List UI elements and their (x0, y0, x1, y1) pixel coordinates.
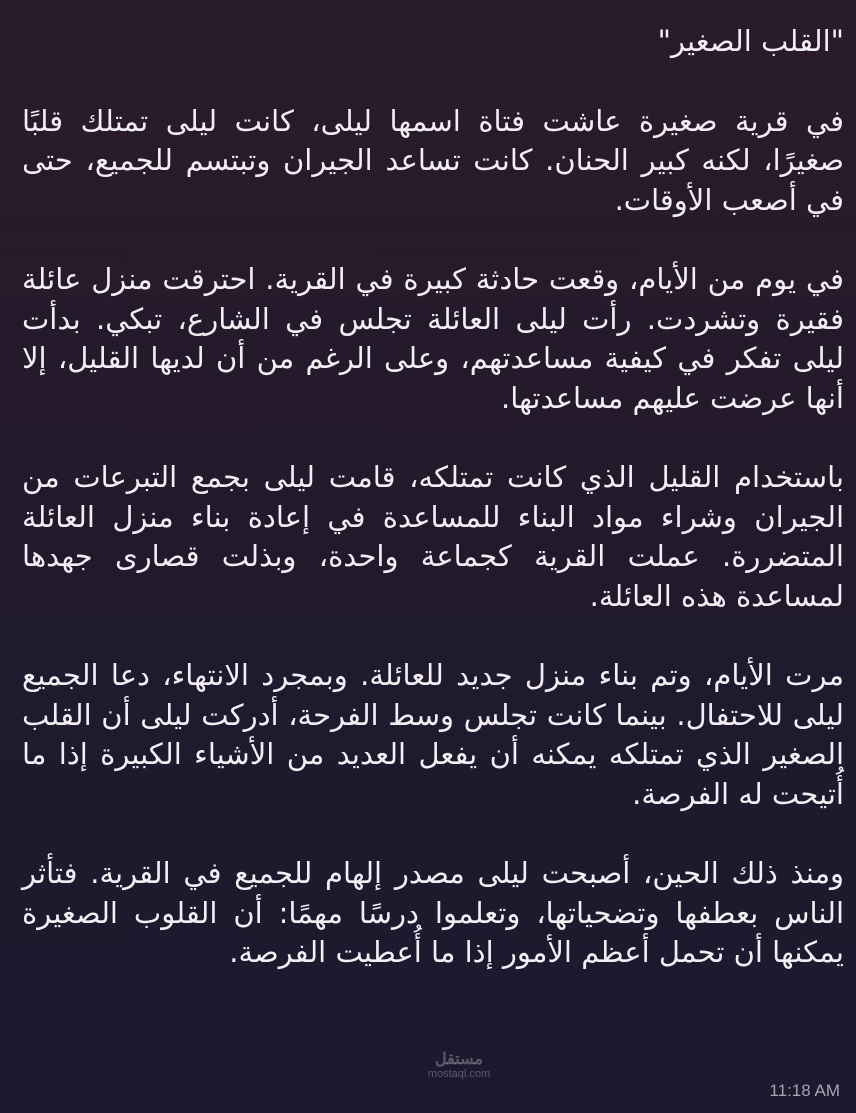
message-timestamp: 11:18 AM (769, 1081, 840, 1100)
message-paragraph-3: باستخدام القليل الذي كانت تمتلكه، قامت ليلى بجمع التبرعات من الجيران وشراء مواد البناء للمساعدة في إعادة بناء منزل العائلة المتضررة. عملت القرية كجماعة واحدة، وبذلت قصارى جهدها لمساعدة هذه العائلة. (22, 460, 844, 613)
watermark-text: mostaql.com (427, 1068, 491, 1080)
message-paragraph-4: مرت الأيام، وتم بناء منزل جديد للعائلة. وبمجرد الانتهاء، دعا الجميع ليلى للاحتفال. بينما كانت تجلس وسط الفرحة، أدركت ليلى أن القلب الصغير الذي تمتلكه يمكنه أن يفعل العديد من الأشياء الكبيرة إذا ما أُتيحت له الفرصة. (22, 658, 844, 811)
message-text (22, 22, 844, 973)
message-paragraph-5: ومنذ ذلك الحين، أصبحت ليلى مصدر إلهام للجميع في القرية. فتأثر الناس بعطفها وتضحياتها، وتعلموا درسًا مهمًا: أن القلوب الصغيرة يمكنها أن تحمل أعظم الأمور إذا ما أُعطيت الفرصة. (22, 856, 844, 969)
message-paragraph-2: في يوم من الأيام، وقعت حادثة كبيرة في القرية. احترقت منزل عائلة فقيرة وتشردت. رأت ليلى العائلة تجلس في الشارع، تبكي. بدأت ليلى تفكر في كيفية مساعدتهم، وعلى الرغم من أن لديها القليل، إلا أنها عرضت عليهم مساعدتها. (22, 262, 844, 415)
message-title: "القلب الصغير" (657, 24, 844, 58)
watermark-logo-icon: مستقل (435, 1051, 483, 1068)
message-paragraph-1: في قرية صغيرة عاشت فتاة اسمها ليلى، كانت ليلى تمتلك قلبًا صغيرًا، لكنه كبير الحنان. كانت تساعد الجيران وتبتسم للجميع، حتى في أصعب الأوقات. (22, 103, 844, 217)
